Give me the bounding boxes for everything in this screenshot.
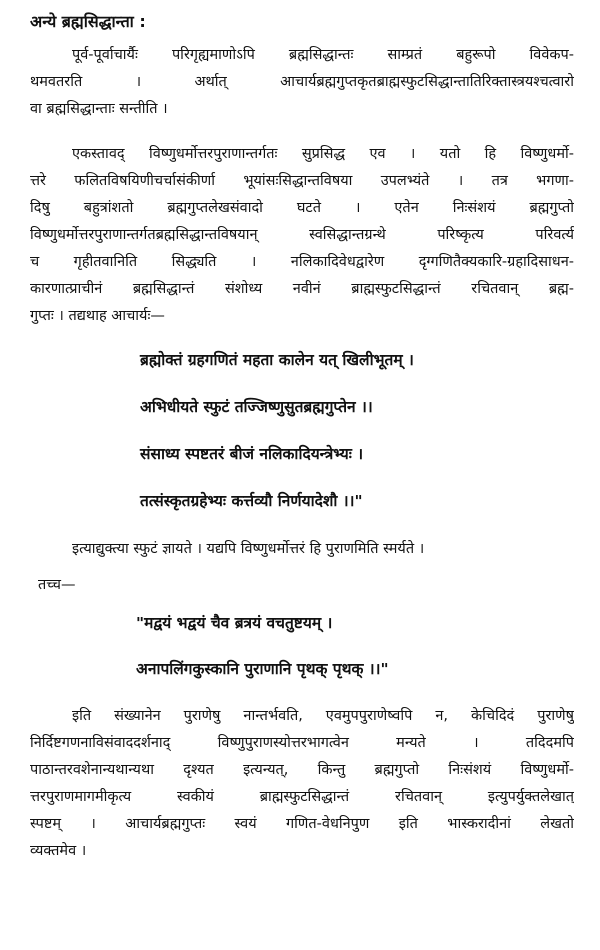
- paragraph-line: वा ब्रह्मसिद्धान्ताः सन्तीति ।: [30, 101, 168, 117]
- paragraph-vishnudharmottara: [30, 141, 574, 330]
- section-heading: अन्ये ब्रह्मसिद्धान्ता :: [30, 12, 146, 31]
- verse-line: तत्संस्कृतग्रहेभ्यः कर्त्तव्यौ निर्णयादेशौ ।।": [140, 492, 363, 510]
- tachcha-label: तच्च—: [38, 577, 76, 593]
- paragraph-line: त्तरपुराणमागमीकृत्य स्वकीयं ब्राह्मस्फुटसिद्धान्तं रचितवान् इत्युपर्युक्तलेखात्: [30, 789, 574, 805]
- paragraph-line: विष्णुधर्मोत्तरपुराणान्तर्गतब्रह्मसिद्धान्तविषयान् स्वसिद्धान्तग्रन्थे परिष्कृत्य परिवर्त्य: [30, 227, 574, 243]
- paragraph-line: एकस्तावद् विष्णुधर्मोत्तरपुराणान्तर्गतः सुप्रसिद्ध एव । यतो हि विष्णुधर्मो-: [72, 146, 574, 162]
- verse-line: अनापलिंगकुस्कानि पुराणानि पृथक् पृथक् ।।": [136, 660, 389, 678]
- verse-line: संसाध्य स्पष्टतरं बीजं नलिकादियन्त्रेभ्यः ।: [140, 445, 364, 463]
- paragraph-line: गुप्तः । तद्यथाह आचार्यः—: [30, 308, 165, 324]
- verse-line: ब्रह्मोक्तं ग्रहगणितं महता कालेन यत् खिलीभूतम् ।: [140, 351, 414, 369]
- verse-line: अभिधीयते स्फुटं तज्जिष्णुसुतब्रह्मगुप्तेन ।।: [140, 398, 373, 416]
- paragraph-line: थमवतरति । अर्थात् आचार्यब्रह्मगुप्तकृतब्राह्मस्फुटसिद्धान्तातिरिक्तास्त्रयश्चत्वारो: [30, 74, 574, 90]
- paragraph-intro: [30, 42, 574, 123]
- verse-line: "मद्वयं भद्वयं चैव ब्रत्रयं वचतुष्टयम् ।: [136, 614, 333, 632]
- paragraph-line: इति संख्यानेन पुराणेषु नान्तर्भवति, एवमुपपुराणेष्वपि न, केचिदिदं पुराणेषु: [72, 708, 574, 724]
- paragraph-line: इत्याद्युक्त्या स्फुटं ज्ञायते । यद्यपि विष्णुधर्मोत्तरं हि पुराणमिति स्मर्यते ।: [72, 541, 425, 557]
- paragraph-line: पूर्व-पूर्वाचार्यैः परिगृह्यमाणोऽपि ब्रह्मसिद्धान्तः साम्प्रतं बहुरूपो विवेकप-: [72, 47, 574, 63]
- paragraph-line: कारणात्प्राचीनं ब्रह्मसिद्धान्तं संशोध्य नवीनं ब्राह्मस्फुटसिद्धान्तं रचितवान् ब्रह्म-: [30, 281, 574, 297]
- paragraph-line: त्तरे फलितविषयिणीचर्चासंकीर्णा भूयांसःसिद्धान्तविषया उपलभ्यंते । तत्र भगणा-: [30, 173, 574, 189]
- paragraph-conclusion: [30, 703, 574, 865]
- paragraph-line: स्पष्टम् । आचार्यब्रह्मगुप्तः स्वयं गणित-वेधनिपुण इति भास्करादीनां लेखतो: [30, 816, 574, 832]
- verse-block-puranas: [30, 611, 574, 681]
- paragraph-line: व्यक्तमेव ।: [30, 843, 87, 859]
- paragraph-smaryate: [30, 536, 574, 563]
- paragraph-line: दिषु बहुत्रांशतो ब्रह्मगुप्तलेखसंवादो घटते । एतेन निःसंशयं ब्रह्मगुप्तो: [30, 200, 574, 216]
- paragraph-line: पाठान्तरवशेनान्यथान्यथा दृश्यत इत्यन्यत्, किन्तु ब्रह्मगुप्तो निःसंशयं विष्णुधर्मो-: [30, 762, 574, 778]
- paragraph-line: च गृहीतवानिति सिद्ध्यति । नलिकादिवेधद्वारेण दृग्गणितैक्यकारि-ग्रहादिसाधन-: [30, 254, 574, 270]
- verse-block-brahmagupta: [30, 348, 574, 513]
- paragraph-line: निर्दिष्टगणनाविसंवाददर्शनाद् विष्णुपुराणस्योत्तरभागत्वेन मन्यते । तदिदमपि: [30, 735, 574, 751]
